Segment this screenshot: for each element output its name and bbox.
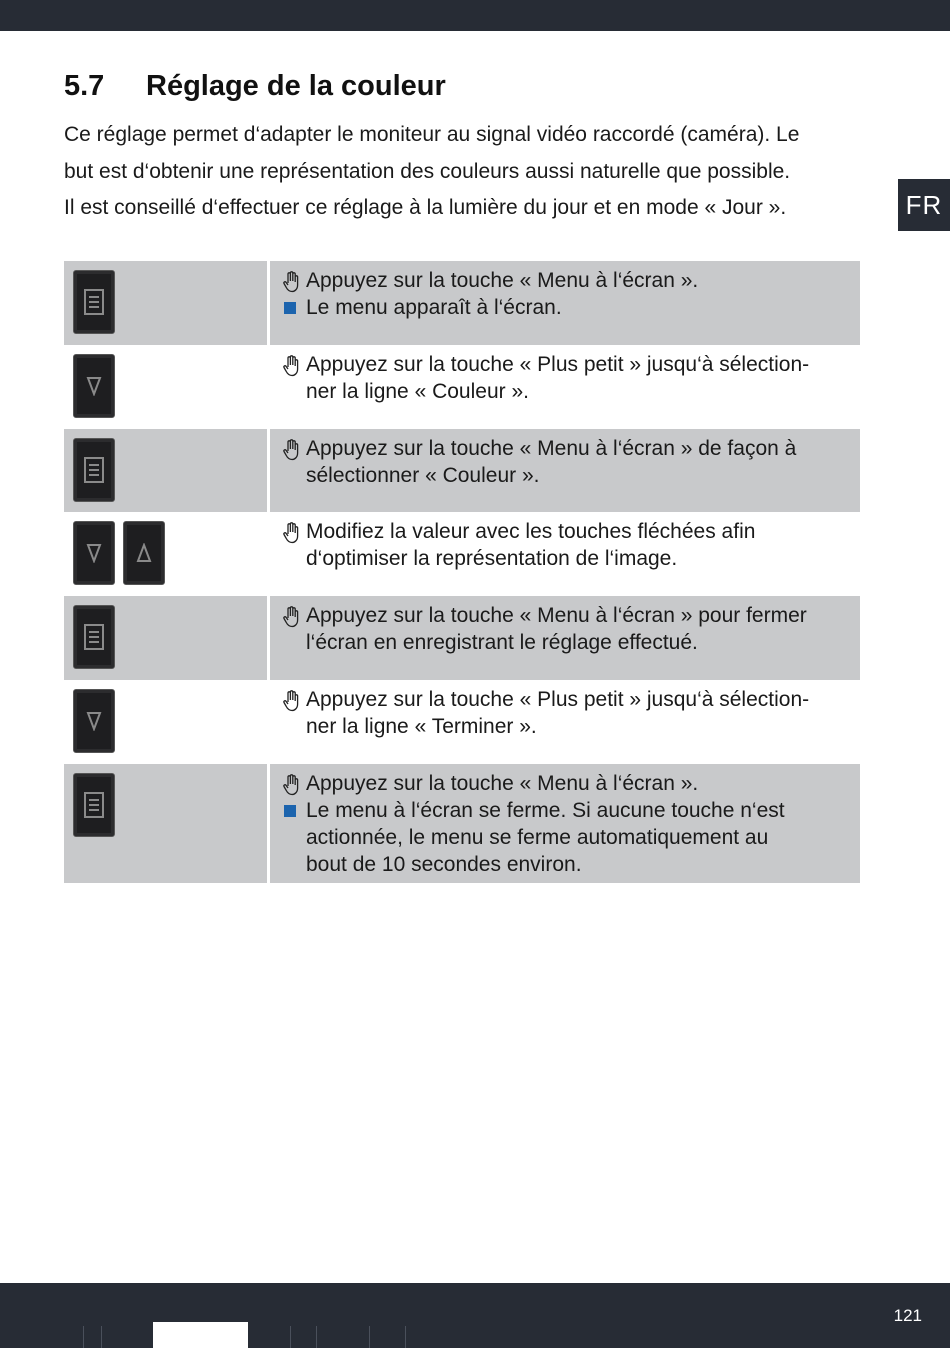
step-row [64,429,860,513]
intro-line: Il est conseillé d‘effectuer ce réglage à la lumière du jour et en mode « Jour ». [64,196,787,219]
arrow-down-key [73,354,115,418]
intro-line: Ce réglage permet d‘adapter le moniteur au signal vidéo raccordé (caméra). Le [64,123,800,146]
step-line [282,713,850,740]
step-line [282,545,850,572]
arrow-down-icon [86,376,102,396]
step-text: sélectionner « Couleur ». [306,463,540,487]
arrow-down-key [73,689,115,753]
step-buttons-cell [64,429,267,513]
hand-pointer-icon [282,686,306,713]
page-number: 121 [893,1306,922,1325]
step-line [282,686,850,713]
step-line [282,294,850,321]
step-text: Le menu à l‘écran se ferme. Si aucune touche n‘est [306,798,785,822]
section-heading [64,70,446,103]
step-text: ner la ligne « Couleur ». [306,379,529,403]
step-line [282,462,850,489]
step-text: d‘optimiser la représentation de l‘image. [306,547,678,571]
hand-pointer-icon [282,267,306,294]
line-indent [282,713,306,740]
hand-pointer-icon [282,435,306,462]
line-indent [282,378,306,405]
step-text: Appuyez sur la touche « Plus petit » jusqu‘à sélection- [306,352,810,376]
step-text: Modifiez la valeur avec les touches fléchées afin [306,520,756,544]
step-buttons-cell [64,261,267,345]
footer-tick [101,1326,102,1348]
step-text: Appuyez sur la touche « Menu à l‘écran » de façon à [306,436,797,460]
step-row [64,764,860,883]
step-text-cell [270,429,860,513]
footer-bar-segment [153,1322,248,1348]
steps-table [64,261,860,883]
menu-key [73,605,115,669]
hand-pointer-icon [282,602,306,629]
hand-pointer-icon [282,770,306,797]
step-text: Appuyez sur la touche « Menu à l‘écran ». [306,771,699,795]
footer-tick [316,1326,317,1348]
line-indent [282,851,306,878]
step-text: Appuyez sur la touche « Menu à l‘écran ». [306,269,699,292]
menu-key [73,773,115,837]
intro-paragraph [64,117,864,227]
step-line [282,378,850,405]
step-buttons-cell [64,764,267,883]
step-text: l‘écran en enregistrant le réglage effectué. [306,631,698,655]
footer-tick [405,1326,406,1348]
step-buttons-cell [64,345,267,429]
footer-tick [83,1326,84,1348]
hand-pointer-icon [282,518,306,545]
result-square-icon [282,797,306,824]
step-text: actionnée, le menu se ferme automatiquement au [306,825,769,849]
step-line [282,851,850,878]
step-text: ner la ligne « Terminer ». [306,714,537,738]
step-text-cell [270,764,860,883]
menu-key [73,438,115,502]
step-buttons-cell [64,512,267,596]
arrow-down-key [73,521,115,585]
step-row [64,596,860,680]
step-row [64,680,860,764]
step-line [282,351,850,378]
step-row [64,512,860,596]
step-text-cell [270,261,860,345]
step-line [282,518,850,545]
menu-key [73,270,115,334]
section-title: Réglage de la couleur [146,70,446,102]
top-bar [0,0,950,31]
step-text: Le menu apparaît à l‘écran. [306,296,562,319]
menu-icon [83,624,105,650]
bottom-bar [0,1283,950,1348]
line-indent [282,462,306,489]
arrow-up-icon [136,543,152,563]
hand-pointer-icon [282,351,306,378]
step-line [282,629,850,656]
step-row [64,345,860,429]
step-line [282,770,850,797]
intro-line: but est d‘obtenir une représentation des couleurs aussi naturelle que possible. [64,159,791,183]
step-text: Appuyez sur la touche « Plus petit » jusqu‘à sélection- [306,687,810,711]
footer-tick [369,1326,370,1348]
result-square-icon [282,294,306,321]
step-line [282,602,850,629]
step-line [282,797,850,824]
line-indent [282,629,306,656]
menu-icon [83,792,105,818]
step-text-cell [270,512,860,596]
line-indent [282,545,306,572]
step-line [282,267,850,294]
arrow-down-icon [86,543,102,563]
step-text: Appuyez sur la touche « Menu à l‘écran » pour fermer [306,604,807,628]
menu-icon [83,457,105,483]
step-text-cell [270,680,860,764]
section-number: 5.7 [64,70,105,102]
footer-tick [290,1326,291,1348]
step-text-cell [270,345,860,429]
menu-icon [83,289,105,315]
step-buttons-cell [64,680,267,764]
arrow-down-icon [86,711,102,731]
arrow-up-key [123,521,165,585]
step-row [64,261,860,345]
step-buttons-cell [64,596,267,680]
step-line [282,824,850,851]
step-text-cell [270,596,860,680]
step-line [282,435,850,462]
language-tab: FR [898,179,950,231]
step-text: bout de 10 secondes environ. [306,852,582,876]
line-indent [282,824,306,851]
